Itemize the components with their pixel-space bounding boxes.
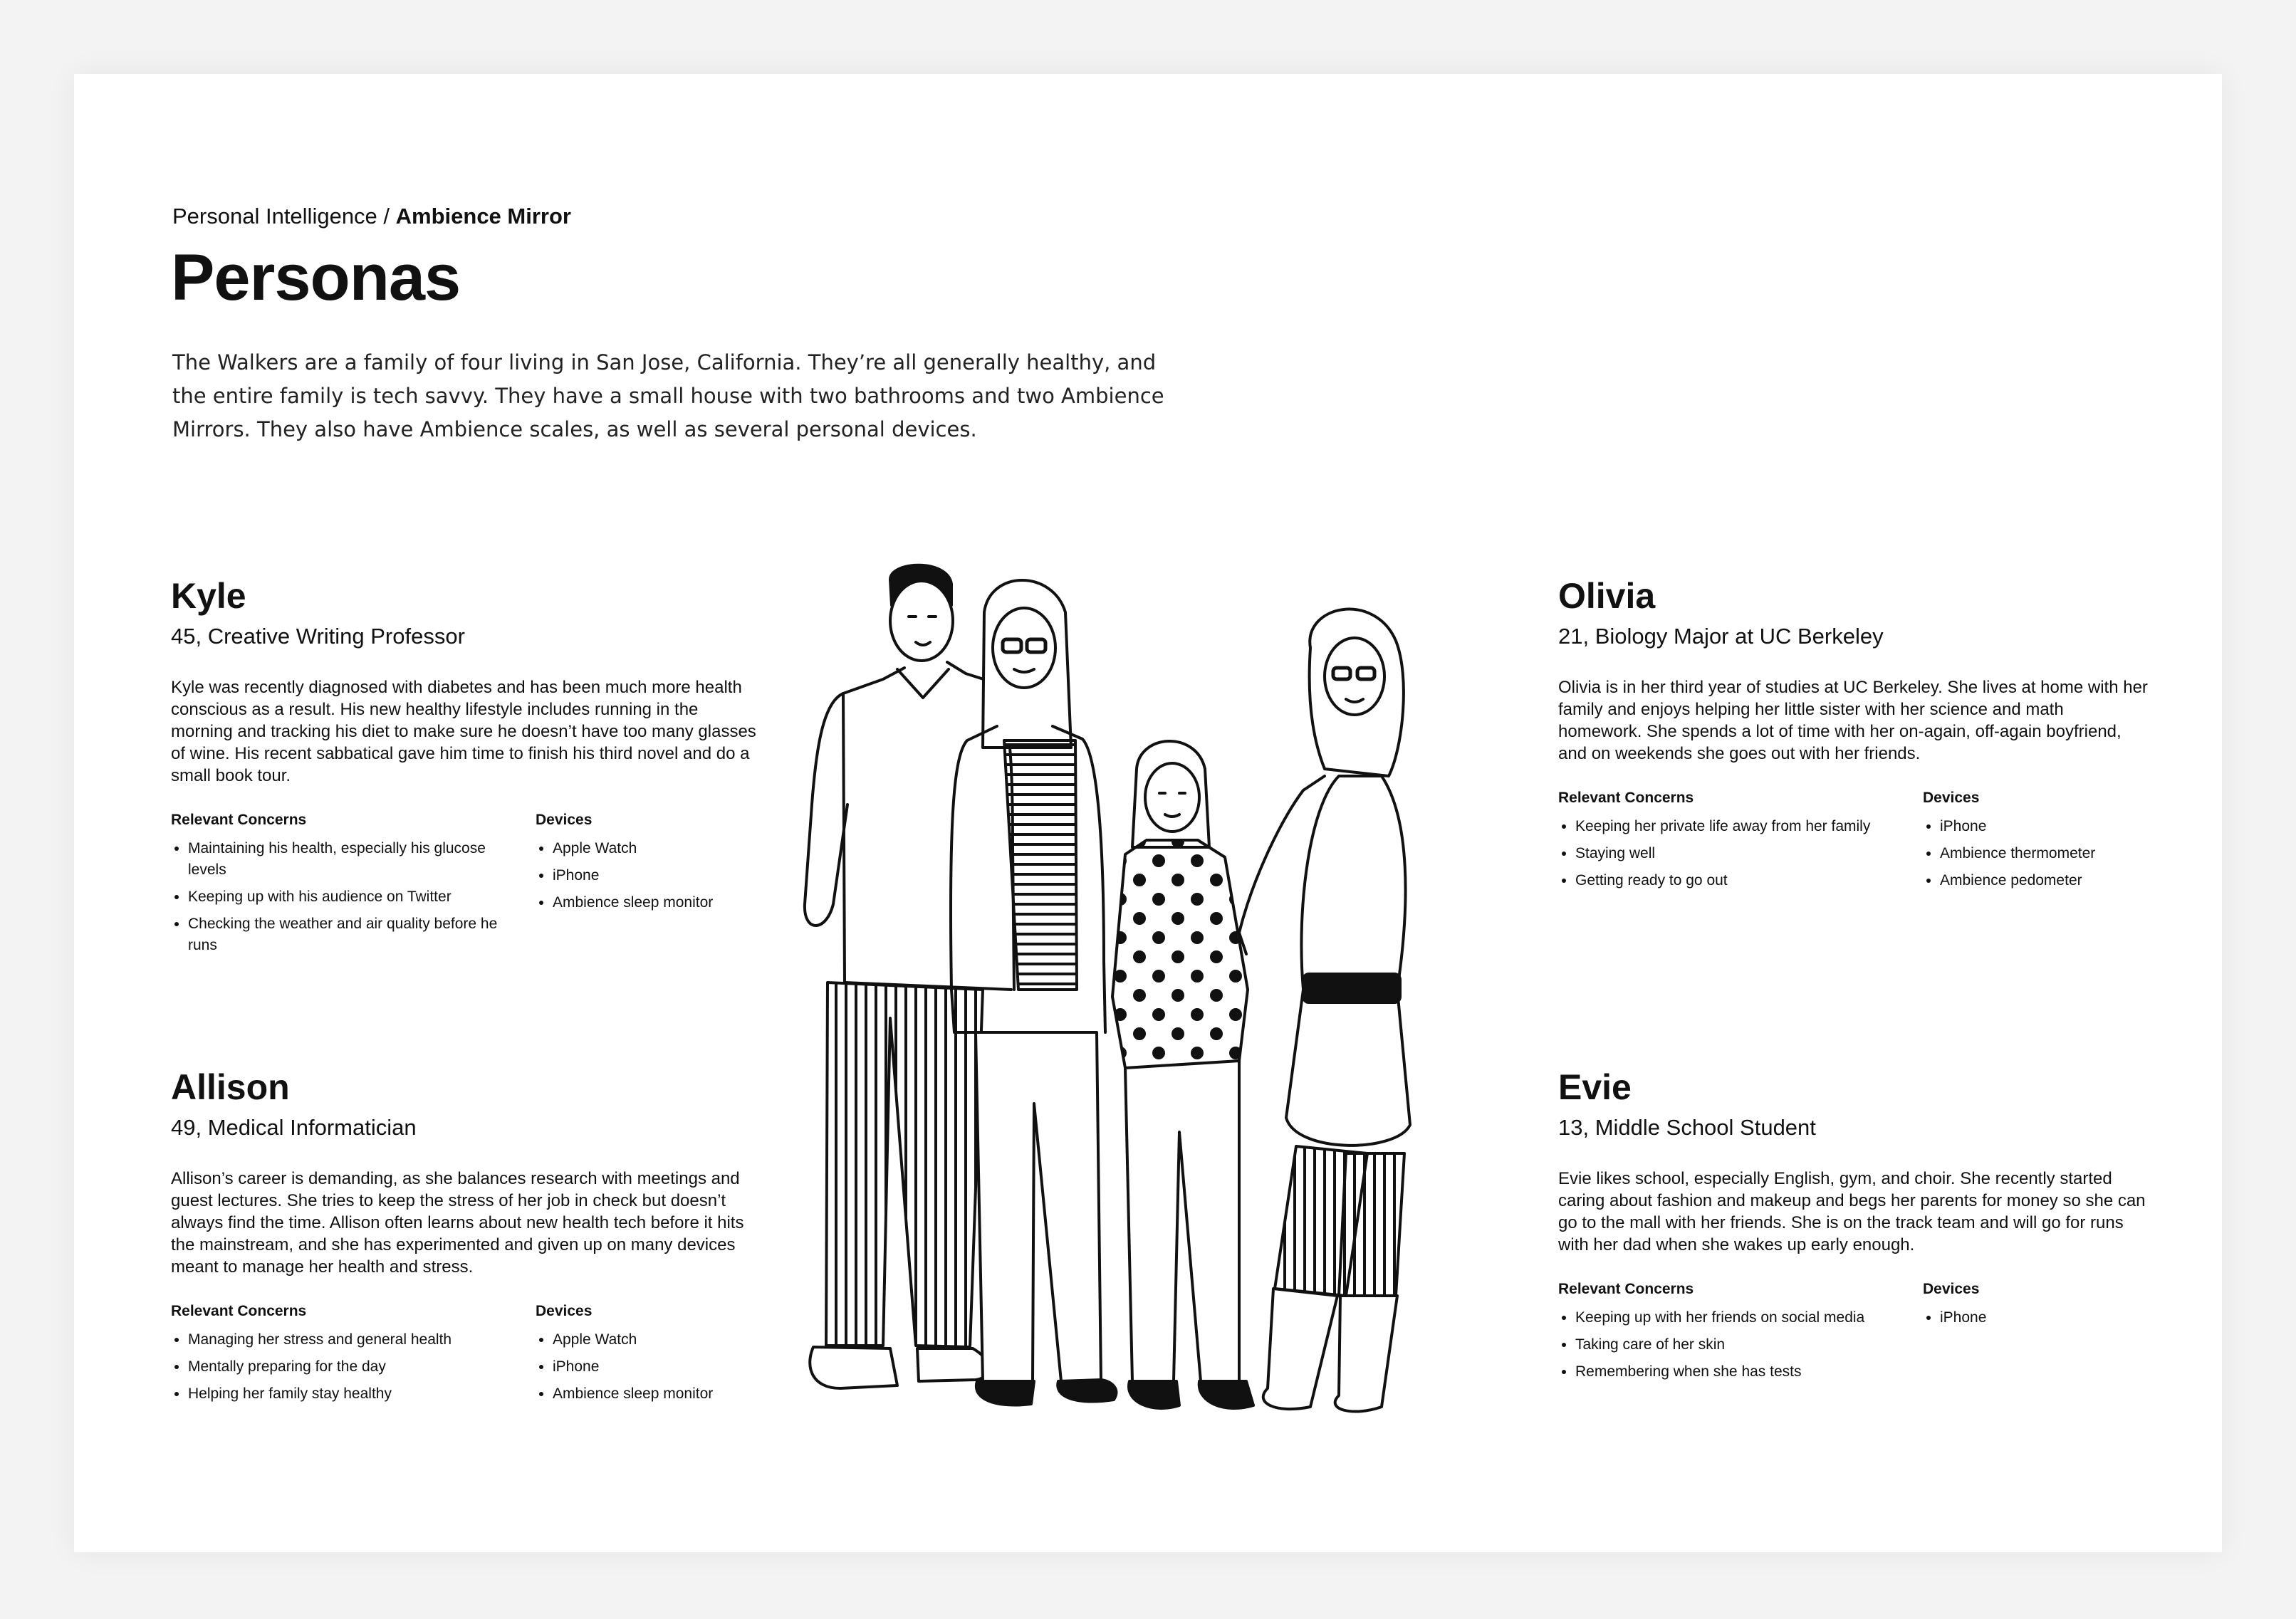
list-item: • iPhone [553, 1356, 762, 1378]
devices-heading: Devices [536, 1303, 593, 1319]
list-item: • Ambience sleep monitor [553, 1383, 762, 1405]
concerns-heading: Relevant Concerns [1558, 1281, 1694, 1297]
devices-list [1923, 1307, 2149, 1329]
list-item: • Maintaining his health, especially his glucose levels [188, 838, 536, 881]
list-item: • Checking the weather and air quality before he runs [188, 913, 536, 956]
devices-list [536, 838, 762, 913]
persona-name: Evie [1558, 1067, 1632, 1107]
devices-heading: Devices [1923, 790, 1980, 806]
devices-column [536, 1302, 762, 1410]
devices-column [536, 811, 762, 962]
devices-list [536, 1329, 762, 1405]
list-item: • Getting ready to go out [1575, 870, 1923, 891]
persona-bio: Evie likes school, especially English, gym, and choir. She recently started caring about fashion and makeup and begs her parents for money so she can go to the mall with her friends. She is on the track team and will go for runs with her dad when she wakes up early enough. [1558, 1169, 2146, 1254]
devices-list [1923, 816, 2149, 891]
intro-paragraph: The Walkers are a family of four living in San Jose, California. They’re all generally healthy, and the entire family is tech savvy. They have a small house with two bathrooms and two Ambience Mirrors. They also have Ambience scales, as well as several personal devices. [172, 350, 1164, 441]
concerns-heading: Relevant Concerns [171, 1303, 307, 1319]
list-item: • Managing her stress and general health [188, 1329, 536, 1351]
persona-name: Allison [171, 1067, 290, 1107]
devices-heading: Devices [536, 812, 593, 828]
list-item: • Keeping her private life away from her family [1575, 816, 1923, 837]
persona-bio: Olivia is in her third year of studies at UC Berkeley. She lives at home with her family and enjoys helping her little sister with her science and math homework. She spends a lot of time with her on-again, off-again boyfriend, and on weekends she goes out with her friends. [1558, 678, 2148, 763]
list-item: • Keeping up with her friends on social media [1575, 1307, 1923, 1329]
concerns-column [1558, 1280, 1923, 1388]
olivia-figure [1239, 609, 1410, 1412]
breadcrumb-separator: / [377, 204, 396, 229]
persona-bio: Allison’s career is demanding, as she balances research with meetings and guest lectures. She tries to keep the stress of her job in check but doesn’t always find the time. Allison often learns about new health tech before it hits the mainstream, and she has experimented and given up on many devices meant to manage her health and stress. [171, 1169, 744, 1277]
list-item: • Ambience pedometer [1940, 870, 2149, 891]
persona-evie [1558, 1067, 2149, 1388]
list-item: • Apple Watch [553, 838, 762, 859]
concerns-heading: Relevant Concerns [171, 812, 307, 828]
persona-role: 45, Creative Writing Professor [171, 624, 465, 649]
list-item: • Apple Watch [553, 1329, 762, 1351]
devices-column [1923, 1280, 2149, 1388]
list-item: • iPhone [553, 865, 762, 886]
persona-name: Olivia [1558, 576, 1656, 616]
list-item: • iPhone [1940, 1307, 2149, 1329]
concerns-column [1558, 789, 1923, 897]
persona-allison [171, 1067, 762, 1410]
list-item: • Taking care of her skin [1575, 1334, 1923, 1356]
devices-column [1923, 789, 2149, 897]
persona-name: Kyle [171, 576, 246, 616]
family-illustration-icon [783, 562, 1531, 1438]
concerns-list [171, 838, 536, 956]
list-item: • Helping her family stay healthy [188, 1383, 536, 1405]
list-item: • iPhone [1940, 816, 2149, 837]
concerns-list [1558, 816, 1923, 891]
list-item: • Ambience thermometer [1940, 843, 2149, 864]
persona-role: 21, Biology Major at UC Berkeley [1558, 624, 1884, 649]
list-item: • Remembering when she has tests [1575, 1361, 1923, 1383]
page-title: Personas [171, 241, 461, 314]
persona-role: 49, Medical Informatician [171, 1115, 417, 1140]
breadcrumb-current: Ambience Mirror [395, 204, 571, 229]
list-item: • Keeping up with his audience on Twitter [188, 886, 536, 908]
concerns-heading: Relevant Concerns [1558, 790, 1694, 806]
list-item: • Staying well [1575, 843, 1923, 864]
concerns-list [171, 1329, 536, 1405]
concerns-list [1558, 1307, 1923, 1383]
list-item: • Mentally preparing for the day [188, 1356, 536, 1378]
persona-olivia [1558, 575, 2149, 897]
evie-figure [1112, 741, 1253, 1408]
devices-heading: Devices [1923, 1281, 1980, 1297]
breadcrumb-parent: Personal Intelligence [172, 204, 377, 229]
concerns-column [171, 1302, 536, 1410]
persona-bio: Kyle was recently diagnosed with diabetes and has been much more health conscious as a result. His new healthy lifestyle includes running in the morning and tracking his diet to make sure he doesn’t have too many glasses of wine. His recent sabbatical gave him time to finish his third novel and do a small book tour. [171, 678, 756, 785]
breadcrumb [172, 204, 571, 229]
concerns-column [171, 811, 536, 962]
list-item: • Ambience sleep monitor [553, 892, 762, 913]
persona-role: 13, Middle School Student [1558, 1115, 1816, 1140]
persona-kyle [171, 575, 762, 962]
